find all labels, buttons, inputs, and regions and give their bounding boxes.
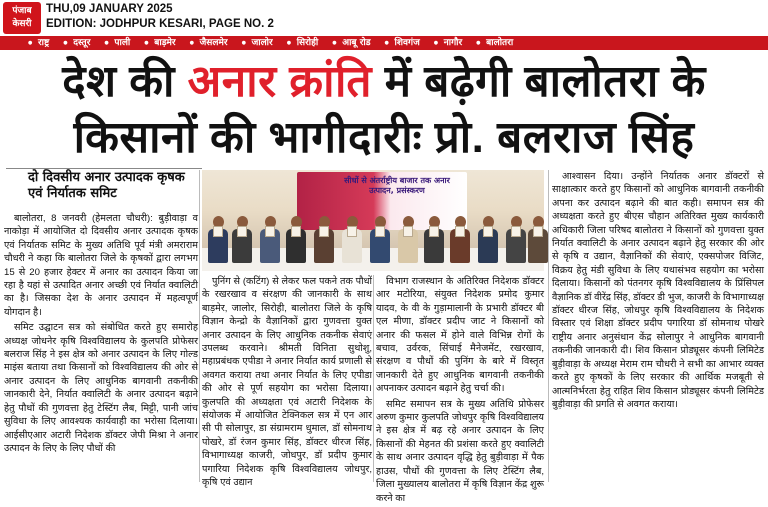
logo-line2: केसरी (12, 19, 32, 29)
nav-item[interactable]: ● पाली (102, 36, 142, 50)
person-figure (528, 216, 548, 263)
article-column-3 (376, 275, 544, 507)
person-figure (260, 216, 280, 263)
nav-item[interactable]: ● राष्ट्र (26, 36, 61, 50)
issue-date: THU,09 JANUARY 2025 (46, 3, 173, 15)
person-figure (506, 216, 526, 263)
article-column-4 (552, 170, 764, 413)
person-figure (286, 216, 306, 263)
masthead (0, 0, 768, 36)
column-divider (548, 170, 549, 482)
booklet-icon (483, 226, 493, 237)
nav-item[interactable]: ● दस्तूर (61, 36, 102, 50)
edition-label: EDITION: JODHPUR KESARI, PAGE NO. 2 (46, 18, 274, 30)
booklet-icon (319, 226, 329, 237)
booklet-icon (237, 226, 247, 237)
booklet-icon (347, 226, 357, 237)
divider (6, 168, 202, 169)
person-figure (478, 216, 498, 263)
nav-item[interactable]: ● जैसलमेर (188, 36, 240, 50)
person-figure (232, 216, 252, 263)
booklet-icon (533, 226, 543, 237)
stage-banner-text: सीधों से अंतर्राष्ट्रीय बाजार तक अनार उत्पादन, प्रसंस्करण (344, 176, 450, 195)
edition-info (46, 2, 274, 32)
person-figure (208, 216, 228, 263)
article-column-2 (202, 275, 372, 492)
nav-item[interactable]: ● नागौर (432, 36, 474, 50)
booklet-icon (429, 226, 439, 237)
person-figure (398, 216, 418, 263)
section-nav (0, 36, 768, 50)
booklet-icon (213, 226, 223, 237)
headline-line-1-pre: देश की (62, 57, 175, 106)
paragraph: विभाग राजस्थान के अतिरिक्त निदेशक डॉक्टर आर मटोरिया, संयुक्त निदेशक प्रमोद कुमार यादव, के वी के गुड़ामालानी के प्रभारी डॉक्टर बी एल मीणा, डॉक्टर प्रदीप जाट ने किसानों को अनार की फसल में होने वाले विभिन्न रोगों के बचाव, उर्वरक, सिंचाई मैनेजमेंट, रखरखाव, संरक्षण व पौधों की पुनिंग के बारे में विस्तृत जानकारी देते हुए आधुनिक बागवानी तकनीकी अपनाकर उत्पादन बढ़ाने हेतु चर्चा की। (376, 276, 544, 395)
paragraph: समिट उद्घाटन सत्र को संबोधित करते हुए समारोह अध्यक्ष जोधनेर कृषि विश्वविद्यालय के कुलपति प्रोफेसर बलराज सिंह ने इस क्षेत्र को अनार उत्पादन के लिए गोल्ड माइंस बताया तथा किसानों को विश्वविद्यालय की ओर से अनार उत्पादन के लिए आधुनिक बागवानी तकनीकी जानकारी देने, निर्यात क्वालिटी के अनार उत्पादन बढ़ाने हेतु पौधों की गुणवत्ता हेतु टेस्टिंग लैब, मिट्टी, पानी जांच सुविधा के लिए आवश्यक कार्यवाही का भरोसा दिलाया। आईसीएआर अटारी निदेशक डॉक्टर जेपी मिश्रा ने अनार उत्पादन के लिए के लिए पौधों की (4, 322, 198, 454)
person-figure (342, 216, 362, 263)
booklet-icon (455, 226, 465, 237)
nav-item[interactable]: ● आबू रोड (330, 36, 382, 50)
person-figure (450, 216, 470, 263)
column-divider (373, 275, 374, 482)
subheadline: दो दिवसीय अनार उत्पादक कृषक एवं निर्यातक समिट (28, 170, 185, 201)
article-column-1 (4, 212, 198, 457)
nav-item[interactable]: ● बालोतरा (474, 36, 525, 50)
paragraph: आश्वासन दिया। उन्होंने निर्यातक अनार डॉक्टरों से साक्षात्कार करते हुए किसानों को आधुनिक बागवानी तकनीकी अपना कर उत्पादन बढ़ाने की बात कही। समापन सत्र की अध्यक्षता करते हुए बीएस चौहान अतिरिक्त मुख्य कार्यकारी अधिकारी जिला परिषद बालोतरा ने किसानों को गुणवत्ता युक्त निर्यात क्वालिटी के अनार उत्पादन बढ़ाने हेतु सरकार की ओर से कृषि व उद्यान, वैज्ञानिकों की सेवाएं, एक्सपोजर विजिट, विक्रय हेतु मंडी सुविधा के लिए यथासंभव सहयोग का भरोसा दिलाया। किसानों को पंतनगर कृषि विश्वविद्यालय के प्रिंसिपल वैज्ञानिक डॉ वीरेंद्र सिंह, डॉक्टर डी भुज, काजरी के विभागाध्यक्ष डॉक्टर धीरज सिंह, जोधपुर कृषि विश्वविद्यालय के निदेशक विस्तार एवं शिक्षा डॉक्टर प्रदीप पगारिया डॉ सोमनाथ पोखरे राष्ट्रीय अनार अनुसंधान केंद्र सोलापुर ने आधुनिक बागवानी तकनीकी जानकारी दी। शिव किसान प्रोड्यूसर कंपनी लिमिटेड बुड़ीवाड़ा के अध्यक्ष मेराम राम चौधरी ने सभी का आभार व्यक्त करते हुए कृषकों के लिए सरकार की आर्थिक मजबूती से आत्मनिर्भरता हेतु राहित शिव किसान प्रोड्यूसर कंपनी लिमिटेड बुड़ीवाड़ा की प्रगति से अवगत कराया। (552, 171, 764, 410)
nav-item[interactable]: ● सिरोही (285, 36, 331, 50)
headline-highlight: अनार क्रांति (187, 57, 372, 106)
nav-item[interactable]: ● शिवगंज (383, 36, 432, 50)
paragraph: बालोतरा, 8 जनवरी (हेमलता चौधरी): बुड़ीवाड़ा व नाकोड़ा में आयोजित दो दिवसीय अनार उत्पादक कृषक एवं निर्यातक समिट के मुख्य अतिथि पूर्व मंत्री अमराराम चौधरी ने कहा कि बालोतरा जिले के कृषकों द्वारा लगभग 15 से 20 हजार हेक्टर में अनार का उत्पादन किया जा रहा है यहां से उत्पादित अनार अच्छी एवं निर्यात क्वालिटी का है। जिसका देश के अनार उत्पादन में महत्वपूर्ण योगदान है। (4, 213, 198, 318)
event-photo (202, 170, 544, 271)
booklet-icon (511, 226, 521, 237)
headline (8, 54, 760, 166)
column-divider (199, 170, 200, 482)
nav-item[interactable]: ● बाड़मेर (142, 36, 187, 50)
paragraph: समिट समापन सत्र के मुख्य अतिथि प्रोफेसर अरुण कुमार कुलपति जोधपुर कृषि विश्वविद्यालय ने इस क्षेत्र में बढ़ रहे अनार उत्पादन के लिए किसानों की मेहनत की प्रशंसा करते हुए क्वालिटी के साथ अनार उत्पादन वृद्धि हेतु बुड़ीवाड़ा में पैक हाउस, पौधों की गुणवत्ता के लिए टेस्टिंग लैब, जिला मुख्यालय बालोतरा में कृषि विज्ञान केंद्र शुरू करने का (376, 398, 544, 504)
person-figure (370, 216, 390, 263)
person-figure (314, 216, 334, 263)
booklet-icon (375, 226, 385, 237)
headline-line-1 (8, 54, 760, 110)
headline-line-1-post: में बढ़ेगी बालोतरा के (384, 57, 706, 106)
booklet-icon (265, 226, 275, 237)
paragraph: पुनिंग से (कटिंग) से लेकर फल पकने तक पौधों के रखरखाव व संरक्षण की जानकारी के साथ बाड़मेर, जालोर, सिरोही, बालोतरा जिले के कृषि विज्ञान केन्द्रो के वैज्ञानिकों द्वारा गुणवत्ता युक्त अनार उत्पादन के लिए आधुनिक तकनीक सेवाएं उपलब्ध करवाने। श्रीमती विनिता सुथोशु, महाप्रबंधक एपीडा ने अनार निर्यात कार्य प्रणाली से अवगत कराया तथा अनार निर्यात के लिए एपीडा की ओर से पूर्ण सहयोग का भरोसा दिलाया। कुलपति की अध्यक्षता एवं अटारी निदेशक के संयोजक में आयोजित टेक्निकल सत्र में एन आर सी पी सोलापुर, डा संग्रामराम धुमाल, डॉ सोमनाथ पोखरे, डॉ रंजन कुमार सिंह, डॉक्टर धीरज सिंह, विभागाध्यक्ष काजरी, जोधपुर, डॉ प्रदीप कुमार पगारिया निदेशक कृषि विश्वविद्यालय जोधपुर, कृषि एवं उद्यान (202, 276, 372, 489)
booklet-icon (291, 226, 301, 237)
headline-line-2: किसानों की भागीदारीः प्रो. बलराज सिंह (73, 113, 695, 162)
nav-item[interactable]: ● जालोर (240, 36, 285, 50)
person-figure (424, 216, 444, 263)
logo-line1: पंजाब (12, 6, 32, 16)
newspaper-logo (3, 2, 41, 34)
booklet-icon (403, 226, 413, 237)
